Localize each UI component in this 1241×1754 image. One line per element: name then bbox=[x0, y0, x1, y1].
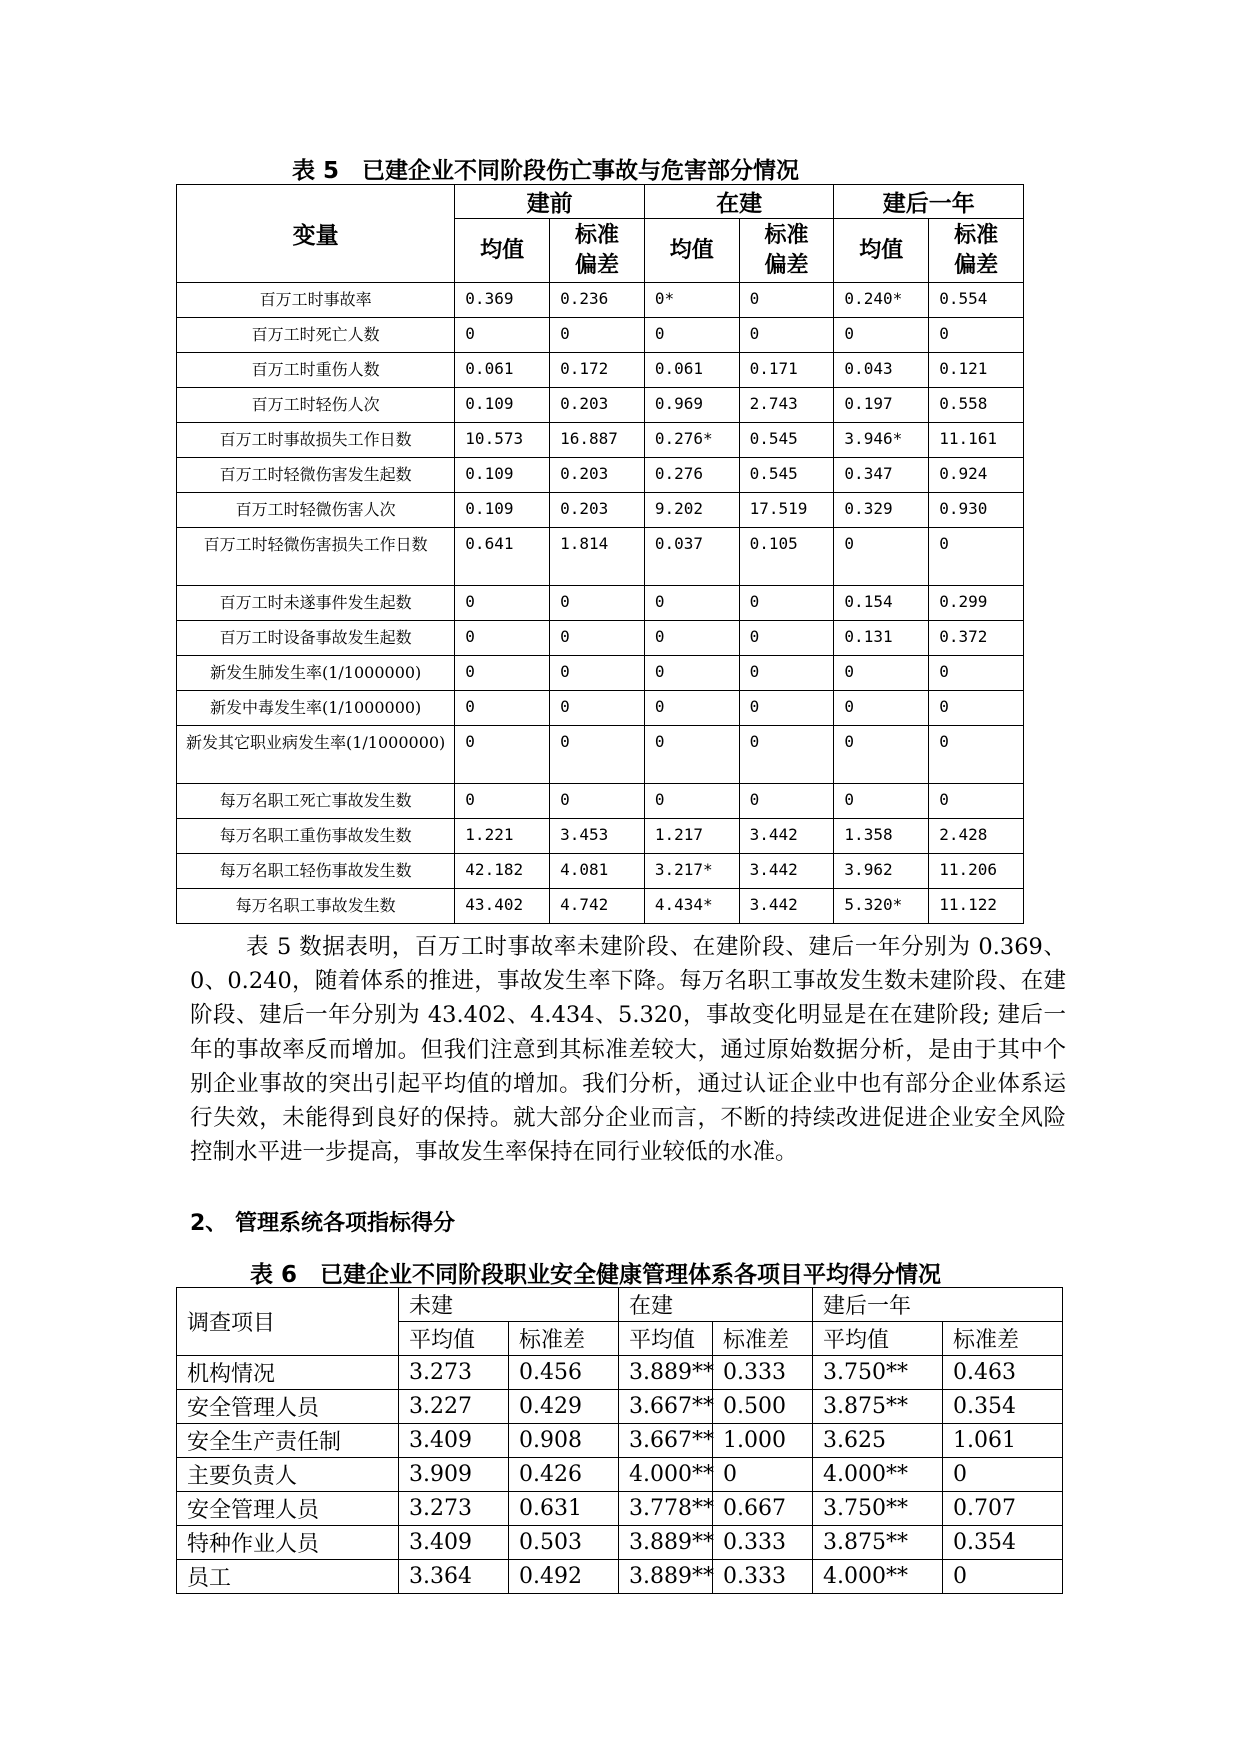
table5-row bbox=[177, 283, 1024, 318]
table6-group-header: 未建 bbox=[399, 1288, 619, 1322]
table5-cell: 0.276 bbox=[644, 458, 739, 493]
table6-row bbox=[177, 1424, 1063, 1458]
table5-row bbox=[177, 318, 1024, 353]
table5-cell: 0.329 bbox=[834, 493, 929, 528]
table5-cell: 0.203 bbox=[550, 388, 645, 423]
table5-cell: 0 bbox=[550, 621, 645, 656]
table5-cell: 9.202 bbox=[644, 493, 739, 528]
table5-cell: 0 bbox=[929, 656, 1024, 691]
table6 bbox=[176, 1287, 1063, 1594]
table5-cell: 0.240* bbox=[834, 283, 929, 318]
table5-cell: 0 bbox=[834, 656, 929, 691]
table5-cell: 0.109 bbox=[455, 388, 550, 423]
table5-title: 表 5 已建企业不同阶段伤亡事故与危害部分情况 bbox=[292, 158, 800, 184]
table5-cell: 2.743 bbox=[739, 388, 834, 423]
table5-row-label: 百万工时轻微伤害发生起数 bbox=[177, 458, 455, 493]
table5-cell: 0.109 bbox=[455, 493, 550, 528]
table5-sd-header: 标准 偏差 bbox=[929, 219, 1024, 283]
table5-cell: 11.161 bbox=[929, 423, 1024, 458]
table6-cell: 3.364 bbox=[399, 1560, 509, 1594]
table5-cell: 0.154 bbox=[834, 586, 929, 621]
table6-cell: 4.000** bbox=[619, 1458, 713, 1492]
table6-cell: 3.750** bbox=[813, 1492, 943, 1526]
table5-cell: 0.105 bbox=[739, 528, 834, 586]
table5-cell: 0.061 bbox=[455, 353, 550, 388]
table5-cell: 0 bbox=[739, 784, 834, 819]
table5-cell: 3.442 bbox=[739, 819, 834, 854]
table6-cell: 0.463 bbox=[943, 1356, 1063, 1390]
table5-cell: 0.924 bbox=[929, 458, 1024, 493]
table5-row-label: 每万名职工重伤事故发生数 bbox=[177, 819, 455, 854]
table5-cell: 0.043 bbox=[834, 353, 929, 388]
table5-cell: 3.453 bbox=[550, 819, 645, 854]
table6-cell: 3.667** bbox=[619, 1424, 713, 1458]
table5-cell: 3.946* bbox=[834, 423, 929, 458]
table5-row bbox=[177, 621, 1024, 656]
table6-row bbox=[177, 1390, 1063, 1424]
table6-cell: 0.503 bbox=[509, 1526, 619, 1560]
table5-cell: 0 bbox=[929, 318, 1024, 353]
table6-group-header: 在建 bbox=[619, 1288, 813, 1322]
table5-cell: 0.197 bbox=[834, 388, 929, 423]
table5-mean-header: 均值 bbox=[834, 219, 929, 283]
table5-cell: 0 bbox=[739, 318, 834, 353]
table5-cell: 0 bbox=[455, 586, 550, 621]
table5-cell: 1.814 bbox=[550, 528, 645, 586]
table5-sd-header: 标准 偏差 bbox=[550, 219, 645, 283]
table5-cell: 0.558 bbox=[929, 388, 1024, 423]
table5-cell: 0* bbox=[644, 283, 739, 318]
table5-row bbox=[177, 388, 1024, 423]
table5-mean-header: 均值 bbox=[644, 219, 739, 283]
table5-cell: 0.236 bbox=[550, 283, 645, 318]
table6-title: 表 6 已建企业不同阶段职业安全健康管理体系各项目平均得分情况 bbox=[250, 1262, 942, 1288]
table6-cell: 0.456 bbox=[509, 1356, 619, 1390]
table5-row-label: 百万工时轻微伤害损失工作日数 bbox=[177, 528, 455, 586]
table6-cell: 0.631 bbox=[509, 1492, 619, 1526]
table5-cell: 0 bbox=[644, 318, 739, 353]
table5-cell: 0 bbox=[550, 691, 645, 726]
table5-cell: 0 bbox=[644, 621, 739, 656]
table6-cell: 0.667 bbox=[713, 1492, 813, 1526]
table5-cell: 0.109 bbox=[455, 458, 550, 493]
body-paragraph: 表 5 数据表明，百万工时事故率未建阶段、在建阶段、建后一年分别为 0.369、0、0.240，随着体系的推进，事故发生率下降。每万名职工事故发生数未建阶段、在建阶段、建后一年分别为 43.402、4.434、5.320，事故变化明显是在在建阶段; 建后一年的事故率反而增加。但我们注意到其标准差较大，通过原始数据分析，是由于其中个别企业事故的突出引起平均值的增加。我们分析，通过认证企业中也有部分企业体系运行失效，未能得到良好的保持。就大部分企业而言，不断的持续改进促进企业安全风险控制水平进一步提高，事故发生率保持在同行业较低的水准。 bbox=[190, 934, 1066, 1166]
table5-cell: 0 bbox=[929, 784, 1024, 819]
table5-row bbox=[177, 854, 1024, 889]
table5-cell: 0 bbox=[739, 691, 834, 726]
table6-cell: 0 bbox=[943, 1458, 1063, 1492]
table5-row-label: 百万工时事故损失工作日数 bbox=[177, 423, 455, 458]
table5-row bbox=[177, 691, 1024, 726]
table5-cell: 0.171 bbox=[739, 353, 834, 388]
table5-cell: 0.930 bbox=[929, 493, 1024, 528]
table6-cell: 4.000** bbox=[813, 1458, 943, 1492]
table5-cell: 0.554 bbox=[929, 283, 1024, 318]
table6-cell: 3.889** bbox=[619, 1356, 713, 1390]
table5-row-label: 百万工时重伤人数 bbox=[177, 353, 455, 388]
table5-cell: 0.172 bbox=[550, 353, 645, 388]
table5-group-header: 建前 bbox=[455, 185, 645, 219]
table5-group-header: 在建 bbox=[644, 185, 834, 219]
table5-cell: 0 bbox=[834, 528, 929, 586]
table5-cell: 0.276* bbox=[644, 423, 739, 458]
table5 bbox=[176, 184, 1024, 924]
table5-cell: 0 bbox=[644, 586, 739, 621]
table5-cell: 0 bbox=[644, 691, 739, 726]
table6-mean-header: 平均值 bbox=[619, 1322, 713, 1356]
table5-cell: 0 bbox=[834, 318, 929, 353]
table5-cell: 0.372 bbox=[929, 621, 1024, 656]
table6-cell: 1.061 bbox=[943, 1424, 1063, 1458]
table5-cell: 3.442 bbox=[739, 889, 834, 924]
table5-row-label: 每万名职工死亡事故发生数 bbox=[177, 784, 455, 819]
table5-cell: 0 bbox=[929, 691, 1024, 726]
table5-cell: 0.131 bbox=[834, 621, 929, 656]
table6-row-label: 安全管理人员 bbox=[177, 1492, 399, 1526]
table5-cell: 10.573 bbox=[455, 423, 550, 458]
table5-cell: 0.203 bbox=[550, 493, 645, 528]
table5-row-label: 新发生肺发生率(1/1000000) bbox=[177, 656, 455, 691]
table5-cell: 4.742 bbox=[550, 889, 645, 924]
table5-row-label: 每万名职工事故发生数 bbox=[177, 889, 455, 924]
table5-row bbox=[177, 726, 1024, 784]
table5-row-label: 百万工时轻伤人次 bbox=[177, 388, 455, 423]
table6-cell: 1.000 bbox=[713, 1424, 813, 1458]
table5-cell: 0.203 bbox=[550, 458, 645, 493]
table6-cell: 3.409 bbox=[399, 1424, 509, 1458]
table6-cell: 4.000** bbox=[813, 1560, 943, 1594]
table5-cell: 0 bbox=[834, 691, 929, 726]
table5-cell: 42.182 bbox=[455, 854, 550, 889]
table5-cell: 0.347 bbox=[834, 458, 929, 493]
table5-cell: 1.217 bbox=[644, 819, 739, 854]
table5-cell: 2.428 bbox=[929, 819, 1024, 854]
table5-cell: 0 bbox=[739, 726, 834, 784]
table6-cell: 3.875** bbox=[813, 1390, 943, 1424]
table6-item-header: 调查项目 bbox=[177, 1288, 399, 1356]
table6-cell: 3.273 bbox=[399, 1492, 509, 1526]
table5-cell: 11.122 bbox=[929, 889, 1024, 924]
table6-cell: 0.908 bbox=[509, 1424, 619, 1458]
table5-sd-header: 标准 偏差 bbox=[739, 219, 834, 283]
table5-cell: 3.442 bbox=[739, 854, 834, 889]
table6-cell: 3.750** bbox=[813, 1356, 943, 1390]
table5-cell: 0 bbox=[455, 726, 550, 784]
table6-row-label: 特种作业人员 bbox=[177, 1526, 399, 1560]
table5-cell: 1.221 bbox=[455, 819, 550, 854]
table5-row-label: 百万工时设备事故发生起数 bbox=[177, 621, 455, 656]
table6-row bbox=[177, 1526, 1063, 1560]
table6-cell: 3.273 bbox=[399, 1356, 509, 1390]
table5-cell: 0 bbox=[550, 586, 645, 621]
table5-row-label: 百万工时事故率 bbox=[177, 283, 455, 318]
table6-cell: 0 bbox=[943, 1560, 1063, 1594]
table5-cell: 0.037 bbox=[644, 528, 739, 586]
table6-cell: 0 bbox=[713, 1458, 813, 1492]
table5-cell: 4.081 bbox=[550, 854, 645, 889]
table5-cell: 0 bbox=[550, 318, 645, 353]
table6-group-header: 建后一年 bbox=[813, 1288, 1063, 1322]
table5-cell: 0.299 bbox=[929, 586, 1024, 621]
table5-cell: 3.962 bbox=[834, 854, 929, 889]
table6-row bbox=[177, 1492, 1063, 1526]
table5-row-label: 百万工时未遂事件发生起数 bbox=[177, 586, 455, 621]
table5-cell: 0 bbox=[739, 586, 834, 621]
table5-row bbox=[177, 458, 1024, 493]
table5-cell: 0 bbox=[929, 528, 1024, 586]
table5-cell: 3.217* bbox=[644, 854, 739, 889]
table6-row-label: 安全生产责任制 bbox=[177, 1424, 399, 1458]
table6-cell: 0.354 bbox=[943, 1390, 1063, 1424]
table6-sd-header: 标准差 bbox=[509, 1322, 619, 1356]
table5-cell: 43.402 bbox=[455, 889, 550, 924]
table5-cell: 0 bbox=[550, 726, 645, 784]
table5-group-header: 建后一年 bbox=[834, 185, 1024, 219]
table6-cell: 3.227 bbox=[399, 1390, 509, 1424]
table6-cell: 0.426 bbox=[509, 1458, 619, 1492]
table6-cell: 3.909 bbox=[399, 1458, 509, 1492]
table5-cell: 0 bbox=[455, 784, 550, 819]
table5-cell: 17.519 bbox=[739, 493, 834, 528]
table6-row-label: 机构情况 bbox=[177, 1356, 399, 1390]
table5-row-label: 每万名职工轻伤事故发生数 bbox=[177, 854, 455, 889]
table5-var-header: 变量 bbox=[177, 185, 455, 283]
table5-cell: 16.887 bbox=[550, 423, 645, 458]
table6-row-label: 员工 bbox=[177, 1560, 399, 1594]
table5-cell: 0 bbox=[644, 656, 739, 691]
table5-cell: 0.369 bbox=[455, 283, 550, 318]
table6-row bbox=[177, 1560, 1063, 1594]
table6-cell: 3.667** bbox=[619, 1390, 713, 1424]
section-heading: 2、 管理系统各项指标得分 bbox=[190, 1211, 455, 1236]
table5-mean-header: 均值 bbox=[455, 219, 550, 283]
table5-row-label: 新发中毒发生率(1/1000000) bbox=[177, 691, 455, 726]
table5-row bbox=[177, 819, 1024, 854]
table5-row-label: 新发其它职业病发生率(1/1000000) bbox=[177, 726, 455, 784]
table6-cell: 3.778** bbox=[619, 1492, 713, 1526]
table5-cell: 0.545 bbox=[739, 423, 834, 458]
table6-sd-header: 标准差 bbox=[713, 1322, 813, 1356]
table5-row bbox=[177, 889, 1024, 924]
table5-cell: 0 bbox=[550, 784, 645, 819]
table5-cell: 0 bbox=[644, 726, 739, 784]
table6-cell: 0.333 bbox=[713, 1526, 813, 1560]
table5-cell: 0 bbox=[455, 656, 550, 691]
table6-cell: 0.492 bbox=[509, 1560, 619, 1594]
table6-cell: 0.354 bbox=[943, 1526, 1063, 1560]
table5-cell: 0 bbox=[455, 691, 550, 726]
table5-cell: 0 bbox=[455, 318, 550, 353]
table5-cell: 0.121 bbox=[929, 353, 1024, 388]
table5-cell: 0.969 bbox=[644, 388, 739, 423]
table6-sd-header: 标准差 bbox=[943, 1322, 1063, 1356]
table6-cell: 0.707 bbox=[943, 1492, 1063, 1526]
table5-cell: 5.320* bbox=[834, 889, 929, 924]
table6-cell: 0.333 bbox=[713, 1560, 813, 1594]
table5-cell: 4.434* bbox=[644, 889, 739, 924]
table5-cell: 0 bbox=[929, 726, 1024, 784]
table5-cell: 0.061 bbox=[644, 353, 739, 388]
table6-row-label: 安全管理人员 bbox=[177, 1390, 399, 1424]
table5-cell: 0 bbox=[739, 283, 834, 318]
table6-mean-header: 平均值 bbox=[813, 1322, 943, 1356]
table6-mean-header: 平均值 bbox=[399, 1322, 509, 1356]
table5-cell: 0 bbox=[550, 656, 645, 691]
table5-cell: 0 bbox=[834, 726, 929, 784]
table5-row bbox=[177, 423, 1024, 458]
table5-row bbox=[177, 528, 1024, 586]
table5-cell: 0.641 bbox=[455, 528, 550, 586]
table5-cell: 0 bbox=[739, 621, 834, 656]
table5-cell: 1.358 bbox=[834, 819, 929, 854]
table6-cell: 0.429 bbox=[509, 1390, 619, 1424]
table5-row-label: 百万工时轻微伤害人次 bbox=[177, 493, 455, 528]
table5-cell: 0.545 bbox=[739, 458, 834, 493]
table5-row bbox=[177, 784, 1024, 819]
table5-cell: 0 bbox=[644, 784, 739, 819]
table5-row-label: 百万工时死亡人数 bbox=[177, 318, 455, 353]
table5-row bbox=[177, 493, 1024, 528]
table6-cell: 3.875** bbox=[813, 1526, 943, 1560]
table6-cell: 3.625 bbox=[813, 1424, 943, 1458]
table5-row bbox=[177, 586, 1024, 621]
table6-row-label: 主要负责人 bbox=[177, 1458, 399, 1492]
table5-row bbox=[177, 353, 1024, 388]
table5-cell: 0 bbox=[455, 621, 550, 656]
table6-row bbox=[177, 1458, 1063, 1492]
table5-cell: 0 bbox=[739, 656, 834, 691]
table5-row bbox=[177, 656, 1024, 691]
table6-cell: 0.333 bbox=[713, 1356, 813, 1390]
table6-cell: 3.409 bbox=[399, 1526, 509, 1560]
table6-cell: 0.500 bbox=[713, 1390, 813, 1424]
table5-cell: 11.206 bbox=[929, 854, 1024, 889]
table6-cell: 3.889** bbox=[619, 1560, 713, 1594]
table6-row bbox=[177, 1356, 1063, 1390]
table6-cell: 3.889** bbox=[619, 1526, 713, 1560]
table5-cell: 0 bbox=[834, 784, 929, 819]
